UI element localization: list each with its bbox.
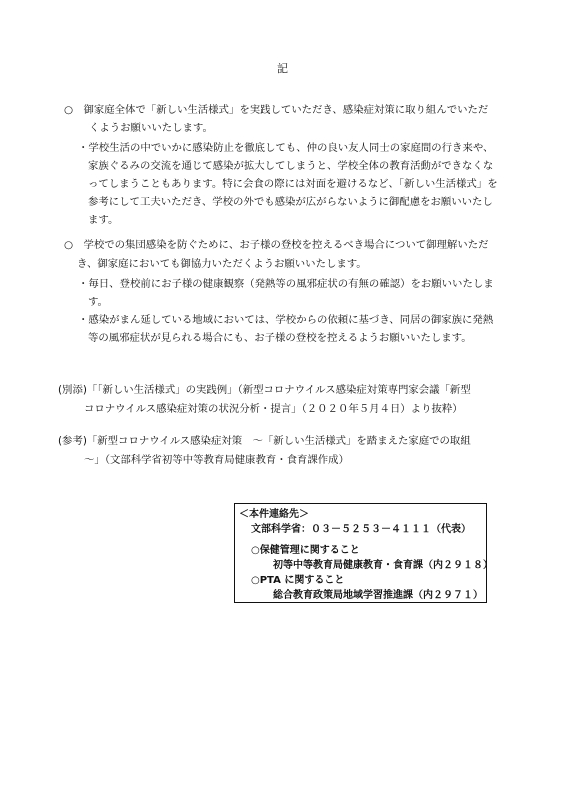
bullet-line: ってしまうこともあります。特に会食の際には対面を避けるなど、「新しい生活様式」を bbox=[88, 178, 498, 190]
contact-pta-dept: 総合教育政策局地域学習推進課（内２９７１） bbox=[273, 590, 483, 601]
contact-health-dept: 初等中等教育局健康教育・食育課（内２９１８） bbox=[273, 560, 493, 571]
contact-title: ＜本件連絡先＞ bbox=[239, 509, 309, 520]
bullet-line: 等の風邪症状が見られる場合にも、お子様の登校を控えるようお願いいたします。 bbox=[88, 332, 472, 344]
bullet-line: ・学校生活の中でいかに感染防止を徹底しても、仲の良い友人同士の家庭間の行き来や、 bbox=[78, 142, 494, 154]
section1-line2: くようお願いいたします。 bbox=[89, 122, 213, 134]
reference-attachment-line1: (別添)「「新しい生活様式」の実践例」（新型コロナウイルス感染症対策専門家会議「新型 bbox=[58, 384, 471, 396]
section2-bullet1 bbox=[78, 275, 494, 311]
contact-health-label: ○保健管理に関すること bbox=[251, 545, 360, 556]
bullet-line: ・毎日、登校前にお子様の健康観察（発熱等の風邪症状の有無の確認）をお願いいたしま bbox=[78, 278, 494, 290]
contact-pta-label: ○PTA に関すること bbox=[251, 575, 345, 586]
reference-note-line1: (参考)「新型コロナウイルス感染症対策 ～「新しい生活様式」を踏まえた家庭での取組 bbox=[58, 435, 471, 447]
reference-attachment-line2: コロナウイルス感染症対策の状況分析・提言」（２０２０年５月４日）より抜粋） bbox=[84, 403, 463, 415]
contact-box bbox=[234, 503, 493, 603]
document-heading: 記 bbox=[277, 62, 288, 75]
bullet-line: ・感染がまん延している地域においては、学校からの依頼に基づき、同居の御家族に発熱 bbox=[78, 314, 494, 326]
bullet-line: 参考にして工夫いただき、学校の外でも感染が広がらないように御配慮をお願いいたし bbox=[88, 196, 493, 208]
bullet-line: ます。 bbox=[88, 214, 119, 226]
section1-line1: ○ 御家庭全体で「新しい生活様式」を実践していただき、感染症対策に取り組んでいただ bbox=[64, 104, 489, 116]
section2-line1: ○ 学校での集団感染を防ぐために、お子様の登校を控えるべき場合について御理解いただ bbox=[64, 239, 489, 251]
bullet-line: 家族ぐるみの交流を通じて感染が拡大してしまうと、学校全体の教育活動ができなくな bbox=[88, 160, 494, 172]
section2-bullet2 bbox=[78, 311, 493, 347]
section1-bullet bbox=[78, 139, 498, 229]
reference-note-line2: ～」（文部科学省初等中等教育局健康教育・食育課作成） bbox=[84, 454, 349, 466]
contact-main-phone: 文部科学省：０３－５２５３－４１１１（代表） bbox=[251, 524, 471, 535]
section2-line2: き、御家庭においても御協力いただくようお願いいたします。 bbox=[77, 258, 367, 270]
bullet-line: す。 bbox=[88, 296, 108, 308]
